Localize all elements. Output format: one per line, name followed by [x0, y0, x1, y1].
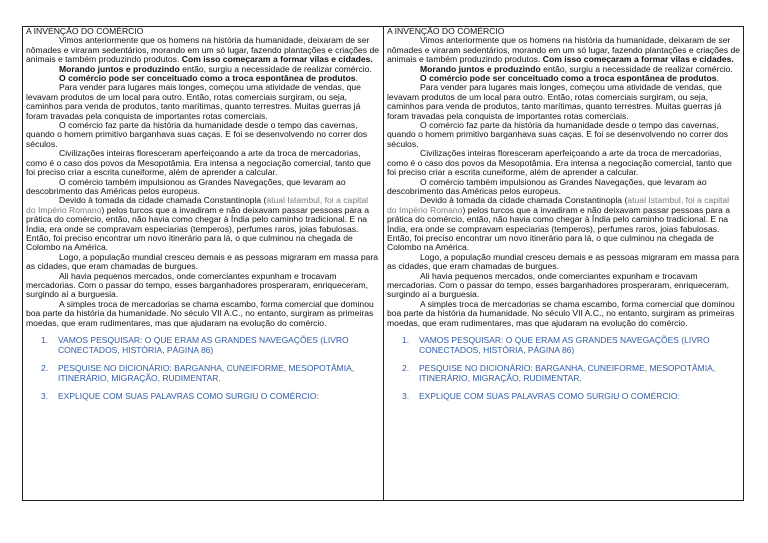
paragraph-8: Devido à tomada da cidade chamada Constantinopla (atual Istambul, foi a capital do Império Romano) pelos turcos que a invadiram e não deixavam passar pessoas para a prática do comércio, então, não havia como chegar à Índia pelo caminho tradicional. E na Índia, era onde se compravam especiarias (temperos), perfumes raros, joias fabulosas. Então, foi preciso encontrar um novo itinerário para lá, o que culminou na chegada de Colombo na América. — [387, 195, 730, 253]
paragraph-7: O comércio também impulsionou as Grandes Navegações, que levaram ao descobrimento das Américas pelos europeus. — [387, 176, 707, 196]
paragraph-4: Para vender para lugares mais longes, começou uma atividade de vendas, que levavam produtos de um local para outro. Então, rotas comerciais surgiram, ou seja, caminhos para venda de produtos, tanto marítimas, quanto terrestres. Muitas guerras já foram travadas pela conquista de importantes rotas comerciais. — [387, 82, 722, 121]
task-item: 3. EXPLIQUE COM SUAS PALAVRAS COMO SURGIU O COMÉRCIO: — [41, 391, 319, 401]
document-title: A INVENÇÃO DO COMÉRCIO — [26, 27, 144, 36]
paragraph-10: Ali havia pequenos mercados, onde comerciantes expunham e trocavam mercadorias. Com o passar do tempo, esses barganhadores prosperaram, enriqueceram, surgindo aí a burguesia. — [26, 270, 369, 300]
paragraph-11: A simples troca de mercadorias se chama escambo, forma comercial que dominou boa parte da história da humanidade. No século VII A.C., no entanto, surgiram as primeiras moedas, que eram rudimentares, mas que ajudaram na evolução do comércio. — [26, 298, 374, 328]
paragraph-11: A simples troca de mercadorias se chama escambo, forma comercial que dominou boa parte da história da humanidade. No século VII A.C., no entanto, surgiram as primeiras moedas, que eram rudimentares, mas que ajudaram na evolução do comércio. — [387, 298, 735, 328]
paragraph-1: Vimos anteriormente que os homens na história da humanidade, deixaram de ser nômades e viraram sedentários, morando em um só lugar, fazendo plantações e criações de animais e também produzindo produtos. Com isso começaram a formar vilas e cidades. — [26, 35, 380, 65]
paragraph-3: O comércio pode ser conceituado como a troca espontânea de produtos. — [59, 73, 358, 84]
task-item: 2. PESQUISE NO DICIONÁRIO: BARGANHA, CUNEIFORME, MESOPOTÂMIA, ITINERÁRIO, MIGRAÇÃO, RUDIMENTAR. — [402, 363, 716, 383]
task-item: 1. VAMOS PESQUISAR: O QUE ERAM AS GRANDES NAVEGAÇÕES (LIVRO CONECTADOS, HISTÓRIA, PÁGINA 86) — [41, 335, 349, 355]
paragraph-7: O comércio também impulsionou as Grandes Navegações, que levaram ao descobrimento das Américas pelos europeus. — [26, 176, 346, 196]
paragraph-6: Civilizações inteiras floresceram aperfeiçoando a arte da troca de mercadorias, como é o caso dos povos da Mesopotâmia. Era intensa a negociação comercial, tanto que foi preciso criar a escrita cuneiforme, além de aprender a calcular. — [387, 148, 732, 178]
paragraph-1: Vimos anteriormente que os homens na história da humanidade, deixaram de ser nômades e viraram sedentários, morando em um só lugar, fazendo plantações e criações de animais e também produzindo produtos. Com isso começaram a formar vilas e cidades. — [387, 35, 741, 65]
paragraph-2: Morando juntos e produzindo então, surgiu a necessidade de realizar comércio. — [420, 63, 733, 74]
task-list — [387, 336, 740, 402]
paragraph-6: Civilizações inteiras floresceram aperfeiçoando a arte da troca de mercadorias, como é o caso dos povos da Mesopotâmia. Era intensa a negociação comercial, tanto que foi preciso criar a escrita cuneiforme, além de aprender a calcular. — [26, 148, 371, 178]
task-item: 2. PESQUISE NO DICIONÁRIO: BARGANHA, CUNEIFORME, MESOPOTÂMIA, ITINERÁRIO, MIGRAÇÃO, RUDIMENTAR. — [41, 363, 355, 383]
right-column — [383, 27, 743, 500]
paragraph-8: Devido à tomada da cidade chamada Constantinopla (atual Istambul, foi a capital do Império Romano) pelos turcos que a invadiram e não deixavam passar pessoas para a prática do comércio, então, não havia como chegar à Índia pelo caminho tradicional. E na Índia, era onde se compravam especiarias (temperos), perfumes raros, joias fabulosas. Então, foi preciso encontrar um novo itinerário para lá, o que culminou na chegada de Colombo na América. — [26, 195, 369, 253]
paragraph-10: Ali havia pequenos mercados, onde comerciantes expunham e trocavam mercadorias. Com o passar do tempo, esses barganhadores prosperaram, enriqueceram, surgindo aí a burguesia. — [387, 270, 730, 300]
paragraph-5: O comércio faz parte da história da humanidade desde o tempo das cavernas, quando o homem primitivo barganhava suas caças. E foi se desenvolvendo no correr dos séculos. — [26, 120, 368, 149]
worksheet-page — [22, 26, 744, 501]
document-title: A INVENÇÃO DO COMÉRCIO — [387, 27, 505, 36]
task-item: 3. EXPLIQUE COM SUAS PALAVRAS COMO SURGIU O COMÉRCIO: — [402, 391, 680, 401]
paragraph-5: O comércio faz parte da história da humanidade desde o tempo das cavernas, quando o homem primitivo barganhava suas caças. E foi se desenvolvendo no correr dos séculos. — [387, 120, 729, 149]
task-list — [26, 336, 380, 402]
paragraph-3: O comércio pode ser conceituado como a troca espontânea de produtos. — [420, 73, 719, 84]
paragraph-4: Para vender para lugares mais longes, começou uma atividade de vendas, que levavam produtos de um local para outro. Então, rotas comerciais surgiram, ou seja, caminhos para venda de produtos, tanto marítimas, quanto terrestres. Muitas guerras já foram travadas pela conquista de importantes rotas comerciais. — [26, 82, 361, 121]
paragraph-9: Logo, a população mundial cresceu demais e as pessoas migraram em massa para as cidades, que eram chamadas de burgues. — [26, 251, 379, 272]
left-column — [23, 27, 383, 500]
paragraph-2: Morando juntos e produzindo então, surgiu a necessidade de realizar comércio. — [59, 63, 372, 74]
paragraph-9: Logo, a população mundial cresceu demais e as pessoas migraram em massa para as cidades, que eram chamadas de burgues. — [387, 251, 740, 272]
task-item: 1. VAMOS PESQUISAR: O QUE ERAM AS GRANDES NAVEGAÇÕES (LIVRO CONECTADOS, HISTÓRIA, PÁGINA 86) — [402, 335, 710, 355]
